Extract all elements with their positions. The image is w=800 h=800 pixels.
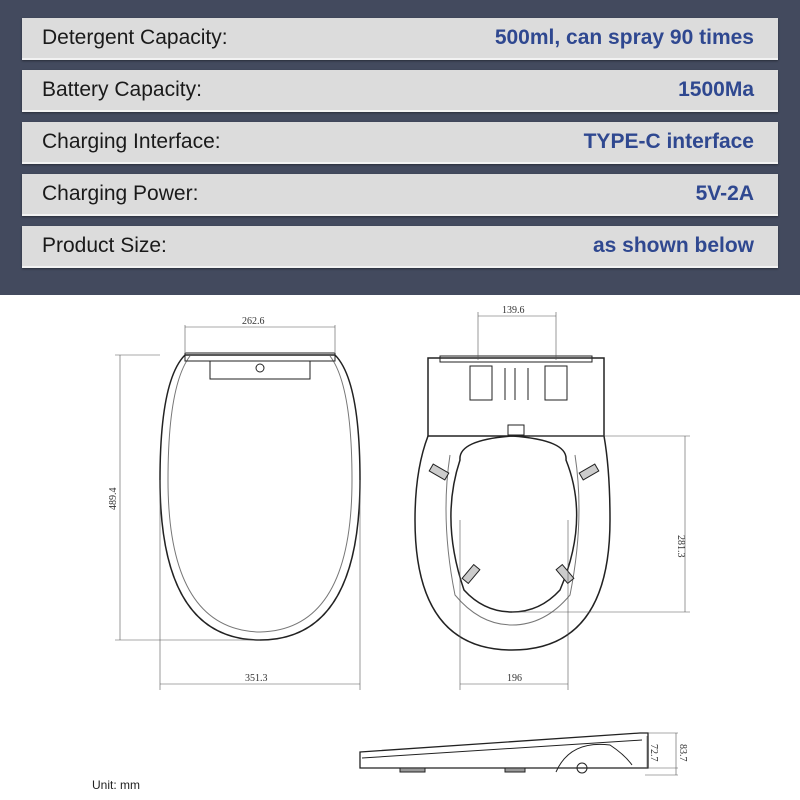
spec-row-size bbox=[22, 226, 778, 268]
spec-label: Product Size: bbox=[42, 234, 167, 257]
spec-label: Charging Power: bbox=[42, 182, 199, 205]
unit-label: Unit: mm bbox=[92, 778, 140, 792]
dim-lid-width: 262.6 bbox=[242, 316, 265, 327]
dim-height-high: 83.7 bbox=[677, 744, 688, 762]
dim-length: 489.4 bbox=[108, 487, 119, 510]
spec-value: TYPE-C interface bbox=[583, 130, 754, 153]
technical-drawing bbox=[0, 295, 800, 800]
spec-label: Charging Interface: bbox=[42, 130, 221, 153]
top-view-open bbox=[415, 312, 690, 690]
dim-hinge-width: 139.6 bbox=[502, 305, 525, 316]
dim-opening-width: 196 bbox=[507, 673, 522, 684]
spec-value: 5V-2A bbox=[695, 182, 754, 205]
spec-label: Detergent Capacity: bbox=[42, 26, 228, 49]
top-view-lid bbox=[115, 325, 360, 690]
spec-panel bbox=[0, 0, 800, 295]
spec-value: 1500Ma bbox=[678, 78, 754, 101]
spec-row-battery bbox=[22, 70, 778, 112]
dim-width: 351.3 bbox=[245, 673, 268, 684]
spec-label: Battery Capacity: bbox=[42, 78, 202, 101]
side-view bbox=[360, 733, 678, 775]
dim-opening-length: 281.3 bbox=[675, 535, 686, 558]
dim-height-low: 72.7 bbox=[648, 744, 659, 762]
spec-row-detergent bbox=[22, 18, 778, 60]
spec-row-interface bbox=[22, 122, 778, 164]
spec-value: as shown below bbox=[592, 234, 754, 257]
spec-row-power bbox=[22, 174, 778, 216]
spec-value: 500ml, can spray 90 times bbox=[494, 26, 754, 49]
